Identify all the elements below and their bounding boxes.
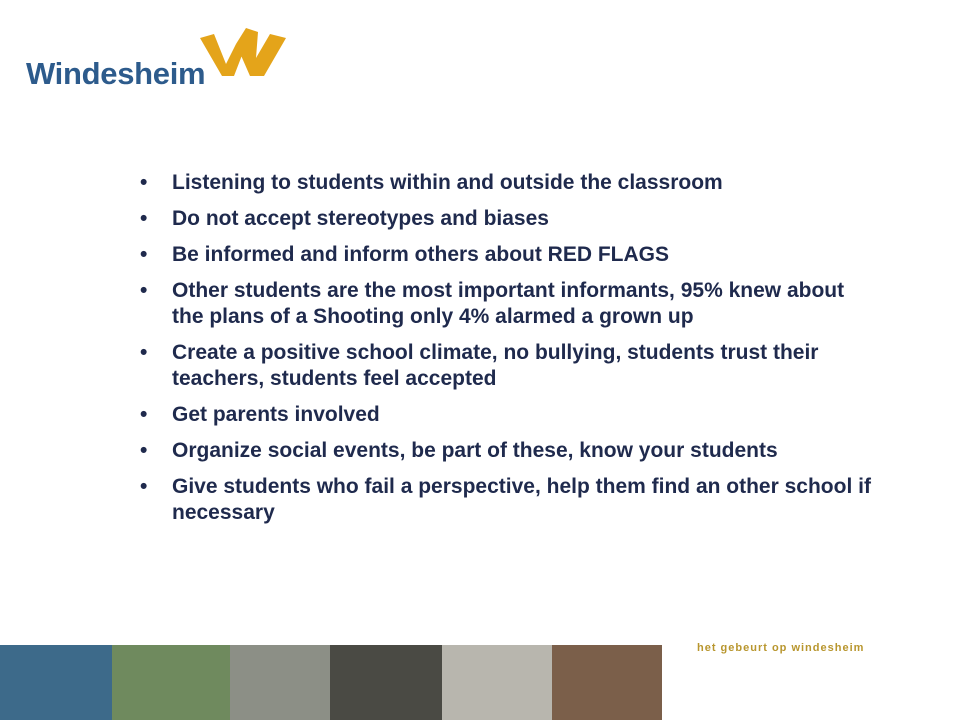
- bullet-dot-icon: •: [140, 279, 148, 302]
- bullet-dot-icon: •: [140, 171, 148, 194]
- bullet-list: [140, 170, 880, 536]
- photo-train-station: [230, 645, 330, 720]
- bullet-dot-icon: •: [140, 439, 148, 462]
- photo-student-chalkboard: [0, 645, 112, 720]
- photo-student-portrait: [442, 645, 552, 720]
- bullet-item: [140, 402, 880, 428]
- bullet-text: Other students are the most important informants, 95% knew about the plans of a Shooting only 4% alarmed a grown up: [172, 279, 845, 328]
- bullet-item: [140, 170, 880, 196]
- bullet-item: [140, 474, 880, 526]
- bullet-dot-icon: •: [140, 341, 148, 364]
- bullet-item: [140, 242, 880, 268]
- photo-street-cafe: [552, 645, 662, 720]
- photo-film-strip: [330, 645, 442, 720]
- photo-bridge-river: [112, 645, 230, 720]
- bullet-item: [140, 278, 880, 330]
- brand-tagline: het gebeurt op windesheim: [697, 642, 865, 654]
- bullet-text: Be informed and inform others about RED FLAGS: [172, 243, 670, 266]
- bullet-text: Get parents involved: [172, 403, 380, 426]
- bullet-item: [140, 340, 880, 392]
- bullet-item: [140, 206, 880, 232]
- windesheim-w-mark-icon: [198, 24, 290, 82]
- bullet-dot-icon: •: [140, 475, 148, 498]
- bullet-dot-icon: •: [140, 243, 148, 266]
- bullet-text: Listening to students within and outside the classroom: [172, 171, 723, 194]
- bullet-dot-icon: •: [140, 403, 148, 426]
- bullet-dot-icon: •: [140, 207, 148, 230]
- windesheim-logo: [26, 24, 276, 94]
- logo-wordmark: Windesheim: [26, 56, 206, 91]
- footer-photo-strip: [0, 645, 662, 720]
- bullet-text: Create a positive school climate, no bullying, students trust their teachers, students feel accepted: [172, 341, 819, 390]
- bullet-item: [140, 438, 880, 464]
- bullet-text: Do not accept stereotypes and biases: [172, 207, 549, 230]
- bullet-text: Organize social events, be part of these, know your students: [172, 439, 778, 462]
- bullet-text: Give students who fail a perspective, help them find an other school if necessary: [172, 475, 871, 524]
